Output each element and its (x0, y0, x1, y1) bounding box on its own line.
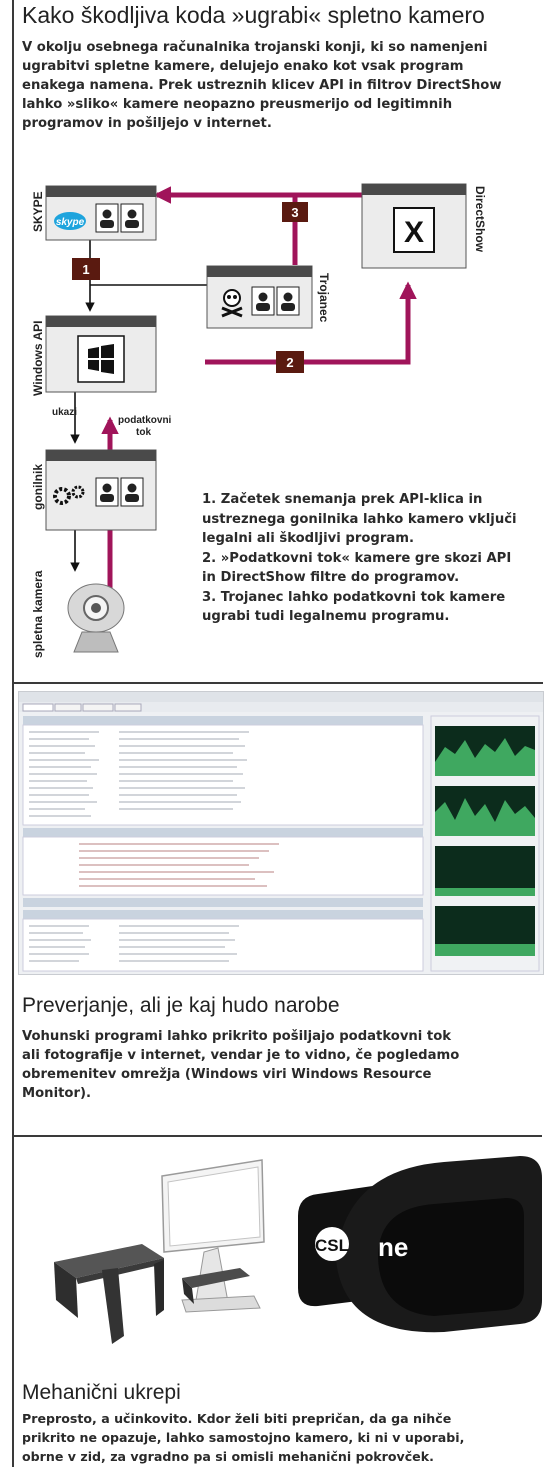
windows-api-box (46, 316, 156, 392)
logo-text: CSL (315, 1236, 349, 1255)
label-directshow: DirectShow (473, 186, 487, 253)
separator (12, 1135, 542, 1137)
logo-suffix: ne (378, 1232, 409, 1262)
section1-title: Kako škodljiva koda »ugrabi« spletno kamero (22, 2, 485, 28)
label-windows-api: Windows API (31, 320, 45, 396)
camera-cover-block (54, 1244, 164, 1344)
directshow-box (362, 184, 466, 268)
monitor-icon (162, 1160, 264, 1312)
label-spletna-kamera: spletna kamera (31, 570, 45, 658)
resource-monitor-image (19, 692, 543, 974)
skype-box (46, 186, 156, 240)
driver-box (46, 450, 156, 530)
webcam-icon (68, 584, 124, 652)
badge-3 (282, 202, 308, 222)
svg-text:3: 3 (291, 205, 299, 220)
webcam-covers-image (14, 1140, 544, 1360)
svg-text:2: 2 (286, 355, 294, 370)
arrow-trojan-to-api (90, 275, 225, 285)
trojan-box (207, 266, 312, 328)
separator (12, 682, 543, 684)
section3-title: Mehanični ukrepi (22, 1381, 181, 1404)
label-gonilnik: gonilnik (31, 464, 45, 510)
badge-2 (276, 351, 304, 373)
section3-body: Preprosto, a učinkovito. Kdor želi biti prepričan, da ga nihče prikrito ne opazuje, lahko samostojno kamero, ki ni v uporabi, obrne v zid, za vgradno pa si omisli mehanični pokrovček. (22, 1411, 465, 1464)
resource-monitor-screenshot (18, 691, 544, 975)
label-skype: SKYPE (31, 191, 45, 232)
diagram-legend: 1. Začetek snemanja prek API-klica in ustreznega gonilnika lahko kamero vključi legalni ali škodljivi program. 2. »Podatkovni tok« kamere gre skozi API in DirectShow filtre do programov. 3. Trojanec lahko podatkovni tok kamere ugrabi tudi legalnemu programu. (202, 492, 517, 624)
label-podatkovni: podatkovni (118, 415, 172, 426)
section2-body: Vohunski programi lahko prikrito pošiljajo podatkovni tok ali fotografije v internet, vendar je to vidno, če pogledamo obremenitev omrežja (Windows viri Windows Resource Monitor). (22, 1029, 460, 1101)
webcam-slider-covers (298, 1156, 542, 1332)
svg-text:skype: skype (55, 217, 85, 228)
section2-title: Preverjanje, ali je kaj hudo narobe (22, 994, 340, 1017)
svg-text:1: 1 (82, 262, 90, 277)
svg-text:X: X (403, 216, 425, 249)
badge-1 (72, 258, 100, 280)
section1-intro: V okolju osebnega računalnika trojanski konji, ki so namenjeni ugrabitvi spletne kamere, delujejo enako kot vsak program enakega namena. Prek ustreznih klicev API in filtrov DirectShow lahko »sliko« kamere neopazno preusmerijo od legitimnih programov in pošiljejo v internet. (22, 40, 502, 131)
label-ukazi: ukazi (52, 407, 78, 418)
label-tok: tok (136, 427, 151, 438)
label-trojanec: Trojanec (317, 273, 331, 323)
